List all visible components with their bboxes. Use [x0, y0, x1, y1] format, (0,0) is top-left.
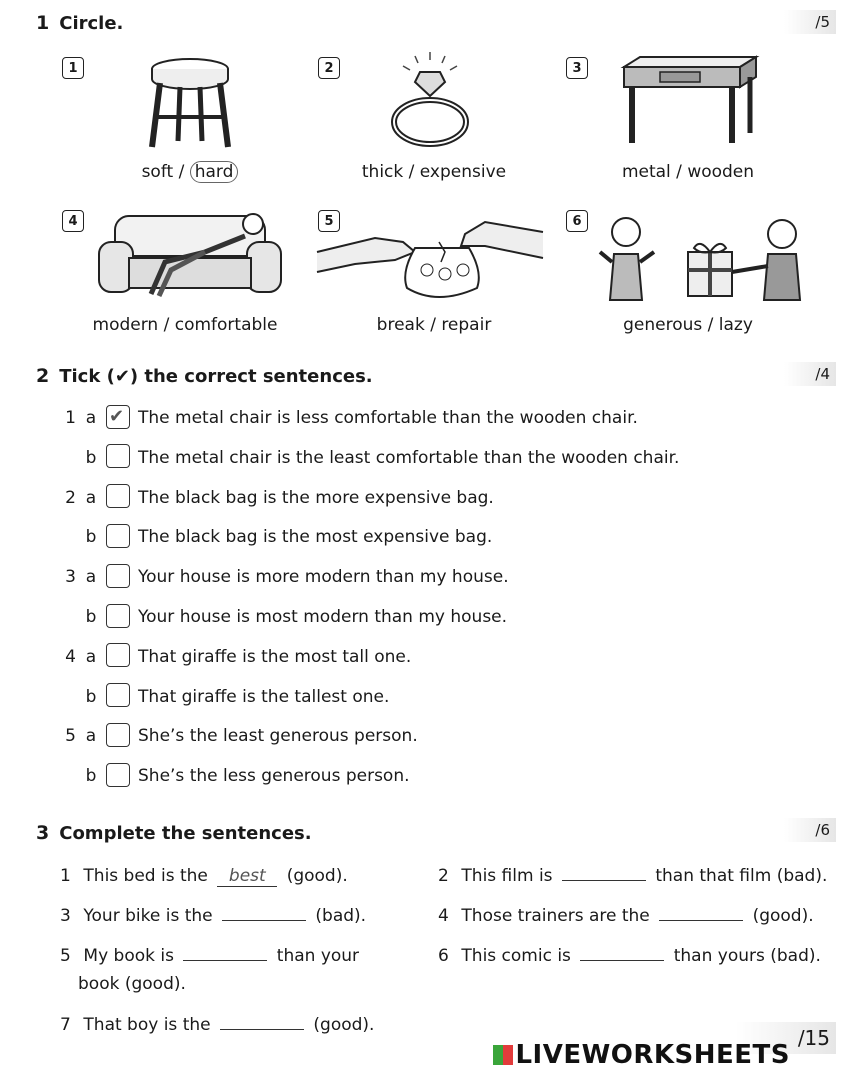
sentence-5-start: My book is — [83, 946, 174, 966]
tick-sentence: The metal chair is the least comfortable than the wooden chair. — [138, 447, 680, 468]
section3-heading — [36, 822, 312, 844]
sentence-4-number: 4 — [438, 906, 449, 926]
sentence-3-end: (bad). — [315, 906, 367, 926]
sentence-6-start: This comic is — [461, 946, 571, 966]
logo-text: LIVEWORKSHEETS — [515, 1040, 790, 1070]
sentence-2-end: than that film (bad). — [655, 866, 828, 886]
sentence-5-blank[interactable] — [183, 942, 267, 961]
item3-caption[interactable]: metal / wooden — [621, 162, 755, 182]
tick-row — [56, 602, 507, 632]
wooden-table-icon — [620, 55, 760, 147]
sentence-2-start: This film is — [461, 866, 553, 886]
item6-caption[interactable]: generous / lazy — [623, 315, 753, 335]
item1-option-soft[interactable]: soft / — [141, 162, 185, 182]
tick-row-number: 1 — [65, 408, 76, 428]
sentence-1-answer[interactable]: best — [217, 866, 277, 887]
tick-row — [56, 642, 411, 672]
sentence-5-number: 5 — [60, 946, 71, 966]
tick-row — [56, 682, 389, 712]
sentence-3-number: 3 — [60, 906, 71, 926]
sentence-4-blank[interactable] — [659, 902, 743, 921]
tick-sentence: That giraffe is the tallest one. — [138, 686, 390, 707]
tick-checkbox[interactable] — [106, 405, 130, 429]
section1-score: /5 — [784, 10, 836, 34]
sentence-6-number: 6 — [438, 946, 449, 966]
item1-caption — [90, 162, 290, 182]
sentence-2 — [438, 862, 827, 890]
tick-checkbox[interactable] — [106, 564, 130, 588]
item6-number: 6 — [566, 210, 588, 232]
tick-row-letter: a — [85, 646, 97, 667]
tick-row — [56, 403, 638, 433]
tick-checkbox[interactable] — [106, 683, 130, 707]
tick-row-letter: b — [85, 766, 97, 787]
check-mark-icon: ✔ — [109, 405, 125, 427]
section3-title: Complete the sentences. — [59, 823, 312, 844]
sentence-3-blank[interactable] — [222, 902, 306, 921]
item5-number: 5 — [318, 210, 340, 232]
sentence-6 — [438, 942, 821, 970]
stool-icon — [140, 55, 240, 150]
sentence-1 — [60, 862, 348, 890]
gift-icon — [596, 208, 816, 304]
tick-checkbox[interactable] — [106, 604, 130, 628]
broken-vase-icon — [315, 212, 545, 304]
sentence-5 — [60, 942, 359, 998]
tick-checkbox[interactable] — [106, 723, 130, 747]
tick-checkbox[interactable] — [106, 524, 130, 548]
section2-heading — [36, 365, 373, 387]
item2-number: 2 — [318, 57, 340, 79]
tick-row — [56, 721, 418, 751]
sentence-2-blank[interactable] — [562, 862, 646, 881]
sentence-3-start: Your bike is the — [83, 906, 213, 926]
tick-sentence: The metal chair is less comfortable than the wooden chair. — [138, 408, 638, 428]
sentence-1-end: (good). — [286, 866, 348, 886]
item1-number: 1 — [62, 57, 84, 79]
section3-score: /6 — [784, 818, 836, 842]
item4-number: 4 — [62, 210, 84, 232]
tick-row — [56, 443, 679, 473]
tick-row-letter: a — [85, 408, 97, 428]
sentence-7-end: (good). — [313, 1015, 375, 1035]
item2-caption[interactable]: thick / expensive — [361, 162, 507, 182]
tick-row-letter: b — [85, 527, 97, 548]
liveworksheets-logo[interactable] — [493, 1040, 790, 1070]
section2-score: /4 — [784, 362, 836, 386]
tick-row-number: 3 — [65, 567, 76, 588]
tick-row-number: 5 — [65, 726, 76, 747]
logo-mark-icon — [493, 1045, 513, 1065]
tick-sentence: The black bag is the most expensive bag. — [138, 527, 493, 548]
sentence-6-blank[interactable] — [580, 942, 664, 961]
tick-row — [56, 483, 494, 513]
tick-row-letter: a — [85, 487, 97, 508]
item4-caption[interactable]: modern / comfortable — [92, 315, 278, 335]
tick-checkbox[interactable] — [106, 643, 130, 667]
tick-sentence: The black bag is the more expensive bag. — [138, 487, 494, 508]
sofa-icon — [95, 206, 285, 302]
diamond-ring-icon — [385, 50, 475, 150]
tick-row-letter: b — [85, 686, 97, 707]
item1-option-hard[interactable]: hard — [190, 161, 239, 183]
tick-sentence: She’s the least generous person. — [138, 726, 418, 747]
section1-heading — [36, 12, 123, 34]
item3-number: 3 — [566, 57, 588, 79]
sentence-6-end: than yours (bad). — [673, 946, 821, 966]
section3-number: 3 — [36, 822, 50, 844]
tick-sentence: Your house is more modern than my house. — [138, 567, 509, 588]
tick-sentence: That giraffe is the most tall one. — [138, 646, 412, 667]
tick-row-letter: b — [85, 607, 97, 627]
tick-row-letter: a — [85, 726, 97, 747]
section1-title: Circle. — [59, 13, 124, 34]
section2-title: Tick (✔) the correct sentences. — [59, 366, 373, 387]
section1-number: 1 — [36, 12, 50, 34]
tick-row-letter: a — [85, 567, 97, 588]
sentence-7-start: That boy is the — [83, 1015, 211, 1035]
tick-checkbox[interactable] — [106, 484, 130, 508]
tick-checkbox[interactable] — [106, 763, 130, 787]
sentence-4 — [438, 902, 814, 930]
item5-caption[interactable]: break / repair — [376, 315, 492, 335]
tick-sentence: She’s the less generous person. — [138, 766, 410, 787]
sentence-4-end: (good). — [752, 906, 814, 926]
tick-sentence: Your house is most modern than my house. — [138, 607, 508, 627]
tick-checkbox[interactable] — [106, 444, 130, 468]
sentence-2-number: 2 — [438, 866, 449, 886]
sentence-3 — [60, 902, 366, 930]
tick-row-letter: b — [85, 447, 97, 468]
tick-row-number: 4 — [65, 646, 76, 667]
sentence-7 — [60, 1011, 374, 1039]
tick-row — [56, 522, 492, 552]
sentence-1-start: This bed is the — [83, 866, 208, 886]
sentence-5-end-line2: book (good). — [78, 974, 186, 994]
section2-number: 2 — [36, 365, 50, 387]
sentence-4-start: Those trainers are the — [461, 906, 650, 926]
sentence-7-blank[interactable] — [220, 1011, 304, 1030]
sentence-1-number: 1 — [60, 866, 71, 886]
tick-row-number: 2 — [65, 487, 76, 508]
total-score: /15 — [736, 1022, 836, 1054]
sentence-7-number: 7 — [60, 1015, 71, 1035]
sentence-5-end: than your — [276, 946, 360, 966]
tick-row — [56, 761, 410, 791]
tick-row — [56, 562, 509, 592]
